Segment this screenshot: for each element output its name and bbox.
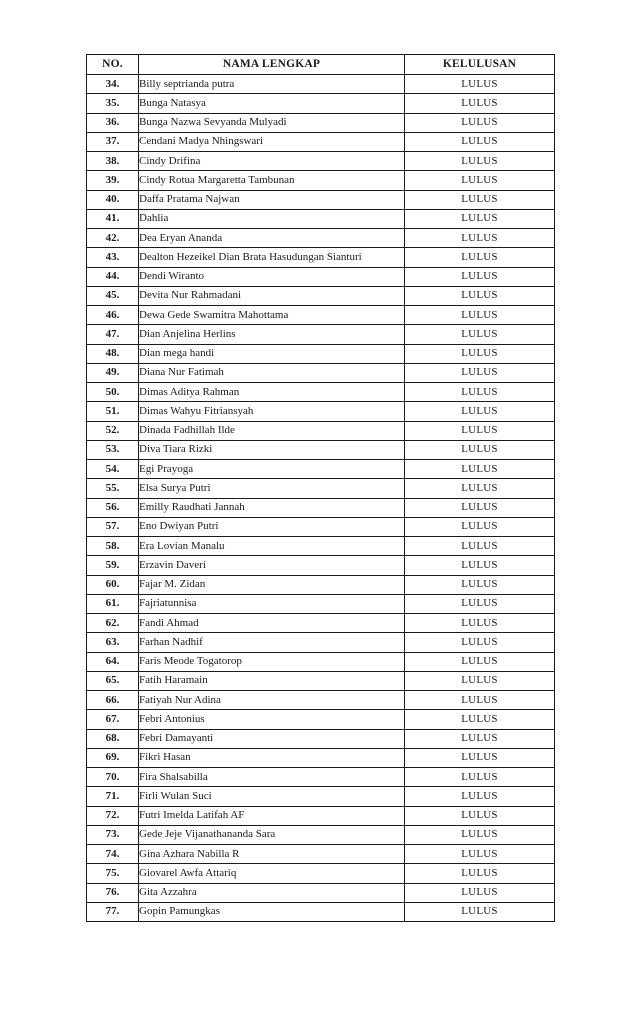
cell-status: LULUS — [405, 132, 555, 151]
cell-status: LULUS — [405, 614, 555, 633]
table-row — [87, 594, 555, 613]
cell-name: Firli Wulan Suci — [139, 787, 405, 806]
cell-no: 61. — [87, 594, 139, 613]
table-row — [87, 575, 555, 594]
table-row — [87, 209, 555, 228]
cell-no: 39. — [87, 171, 139, 190]
cell-name: Fajar M. Zidan — [139, 575, 405, 594]
cell-name: Gopin Pamungkas — [139, 902, 405, 921]
table-row — [87, 883, 555, 902]
cell-no: 56. — [87, 498, 139, 517]
cell-status: LULUS — [405, 864, 555, 883]
cell-no: 73. — [87, 825, 139, 844]
cell-no: 53. — [87, 440, 139, 459]
table-row — [87, 729, 555, 748]
cell-name: Futri Imelda Latifah AF — [139, 806, 405, 825]
cell-status: LULUS — [405, 902, 555, 921]
cell-name: Devita Nur Rahmadani — [139, 286, 405, 305]
cell-status: LULUS — [405, 825, 555, 844]
table-body — [87, 75, 555, 922]
cell-status: LULUS — [405, 248, 555, 267]
graduation-results-table — [86, 54, 555, 922]
cell-name: Bunga Natasya — [139, 94, 405, 113]
table-row — [87, 363, 555, 382]
cell-status: LULUS — [405, 209, 555, 228]
table-row — [87, 460, 555, 479]
cell-name: Eno Dwiyan Putri — [139, 517, 405, 536]
table-row — [87, 75, 555, 94]
cell-status: LULUS — [405, 729, 555, 748]
cell-name: Dian mega handi — [139, 344, 405, 363]
cell-status: LULUS — [405, 633, 555, 652]
cell-status: LULUS — [405, 517, 555, 536]
table-row — [87, 286, 555, 305]
cell-status: LULUS — [405, 75, 555, 94]
cell-status: LULUS — [405, 787, 555, 806]
cell-name: Farhan Nadhif — [139, 633, 405, 652]
table-row — [87, 229, 555, 248]
cell-status: LULUS — [405, 556, 555, 575]
cell-name: Era Lovian Manalu — [139, 537, 405, 556]
cell-no: 67. — [87, 710, 139, 729]
table-row — [87, 306, 555, 325]
cell-name: Fajriatunnisa — [139, 594, 405, 613]
cell-name: Giovarel Awfa Attariq — [139, 864, 405, 883]
table-row — [87, 825, 555, 844]
cell-status: LULUS — [405, 94, 555, 113]
table-row — [87, 787, 555, 806]
cell-no: 36. — [87, 113, 139, 132]
cell-no: 57. — [87, 517, 139, 536]
cell-name: Dimas Aditya Rahman — [139, 383, 405, 402]
cell-no: 60. — [87, 575, 139, 594]
cell-no: 54. — [87, 460, 139, 479]
cell-name: Dewa Gede Swamitra Mahottama — [139, 306, 405, 325]
table-row — [87, 691, 555, 710]
table-row — [87, 152, 555, 171]
cell-no: 77. — [87, 902, 139, 921]
cell-status: LULUS — [405, 306, 555, 325]
cell-no: 59. — [87, 556, 139, 575]
cell-name: Bunga Nazwa Sevyanda Mulyadi — [139, 113, 405, 132]
cell-no: 49. — [87, 363, 139, 382]
cell-name: Dealton Hezeikel Dian Brata Hasudungan Sianturi — [139, 248, 405, 267]
table-row — [87, 902, 555, 921]
table-row — [87, 710, 555, 729]
cell-no: 51. — [87, 402, 139, 421]
cell-status: LULUS — [405, 152, 555, 171]
cell-no: 48. — [87, 344, 139, 363]
cell-no: 38. — [87, 152, 139, 171]
cell-no: 70. — [87, 768, 139, 787]
table-row — [87, 652, 555, 671]
cell-name: Dendi Wiranto — [139, 267, 405, 286]
cell-name: Diana Nur Fatimah — [139, 363, 405, 382]
cell-name: Faris Meode Togatorop — [139, 652, 405, 671]
table-row — [87, 248, 555, 267]
cell-name: Diva Tiara Rizki — [139, 440, 405, 459]
cell-no: 69. — [87, 748, 139, 767]
cell-status: LULUS — [405, 748, 555, 767]
table-row — [87, 864, 555, 883]
cell-status: LULUS — [405, 498, 555, 517]
cell-status: LULUS — [405, 286, 555, 305]
col-header-kelulusan: KELULUSAN — [405, 55, 555, 75]
table-row — [87, 517, 555, 536]
cell-status: LULUS — [405, 883, 555, 902]
cell-no: 62. — [87, 614, 139, 633]
cell-no: 50. — [87, 383, 139, 402]
cell-status: LULUS — [405, 229, 555, 248]
cell-status: LULUS — [405, 768, 555, 787]
cell-no: 64. — [87, 652, 139, 671]
table-row — [87, 113, 555, 132]
cell-status: LULUS — [405, 267, 555, 286]
cell-no: 65. — [87, 671, 139, 690]
cell-status: LULUS — [405, 806, 555, 825]
table-row — [87, 845, 555, 864]
table-row — [87, 171, 555, 190]
cell-name: Gede Jeje Vijanathananda Sara — [139, 825, 405, 844]
cell-status: LULUS — [405, 344, 555, 363]
cell-name: Erzavin Daveri — [139, 556, 405, 575]
cell-no: 45. — [87, 286, 139, 305]
cell-no: 66. — [87, 691, 139, 710]
cell-no: 55. — [87, 479, 139, 498]
table-row — [87, 768, 555, 787]
table-row — [87, 440, 555, 459]
cell-no: 47. — [87, 325, 139, 344]
cell-name: Fandi Ahmad — [139, 614, 405, 633]
cell-status: LULUS — [405, 691, 555, 710]
cell-name: Emilly Raudhati Jannah — [139, 498, 405, 517]
cell-status: LULUS — [405, 363, 555, 382]
table-row — [87, 479, 555, 498]
cell-status: LULUS — [405, 671, 555, 690]
cell-no: 72. — [87, 806, 139, 825]
cell-status: LULUS — [405, 325, 555, 344]
table-row — [87, 421, 555, 440]
cell-no: 52. — [87, 421, 139, 440]
col-header-no: NO. — [87, 55, 139, 75]
cell-status: LULUS — [405, 190, 555, 209]
cell-no: 42. — [87, 229, 139, 248]
cell-name: Cindy Drifina — [139, 152, 405, 171]
cell-status: LULUS — [405, 460, 555, 479]
table-row — [87, 498, 555, 517]
cell-status: LULUS — [405, 479, 555, 498]
cell-no: 37. — [87, 132, 139, 151]
cell-no: 71. — [87, 787, 139, 806]
cell-name: Dinada Fadhillah Ilde — [139, 421, 405, 440]
cell-name: Billy septrianda putra — [139, 75, 405, 94]
cell-name: Dian Anjelina Herlins — [139, 325, 405, 344]
cell-name: Egi Prayoga — [139, 460, 405, 479]
cell-status: LULUS — [405, 440, 555, 459]
cell-no: 35. — [87, 94, 139, 113]
cell-no: 40. — [87, 190, 139, 209]
cell-no: 34. — [87, 75, 139, 94]
table-header — [87, 55, 555, 75]
table-row — [87, 671, 555, 690]
cell-name: Daffa Pratama Najwan — [139, 190, 405, 209]
table-row — [87, 344, 555, 363]
cell-status: LULUS — [405, 421, 555, 440]
cell-name: Febri Antonius — [139, 710, 405, 729]
cell-no: 44. — [87, 267, 139, 286]
table-row — [87, 383, 555, 402]
cell-no: 63. — [87, 633, 139, 652]
table-row — [87, 633, 555, 652]
cell-no: 68. — [87, 729, 139, 748]
cell-name: Elsa Surya Putri — [139, 479, 405, 498]
cell-name: Gita Azzahra — [139, 883, 405, 902]
table-row — [87, 132, 555, 151]
cell-no: 58. — [87, 537, 139, 556]
table-row — [87, 325, 555, 344]
cell-no: 46. — [87, 306, 139, 325]
cell-name: Cindy Rotua Margaretta Tambunan — [139, 171, 405, 190]
table-row — [87, 806, 555, 825]
cell-status: LULUS — [405, 171, 555, 190]
cell-status: LULUS — [405, 113, 555, 132]
table-row — [87, 614, 555, 633]
cell-name: Gina Azhara Nabilla R — [139, 845, 405, 864]
cell-name: Fikri Hasan — [139, 748, 405, 767]
cell-status: LULUS — [405, 710, 555, 729]
cell-status: LULUS — [405, 652, 555, 671]
cell-no: 41. — [87, 209, 139, 228]
cell-name: Cendani Madya Nhingswari — [139, 132, 405, 151]
cell-status: LULUS — [405, 575, 555, 594]
table-row — [87, 190, 555, 209]
table-row — [87, 402, 555, 421]
cell-status: LULUS — [405, 383, 555, 402]
cell-name: Dimas Wahyu Fitriansyah — [139, 402, 405, 421]
cell-no: 74. — [87, 845, 139, 864]
cell-status: LULUS — [405, 594, 555, 613]
cell-status: LULUS — [405, 845, 555, 864]
table-row — [87, 537, 555, 556]
table-row — [87, 556, 555, 575]
table-row — [87, 94, 555, 113]
cell-no: 76. — [87, 883, 139, 902]
cell-status: LULUS — [405, 537, 555, 556]
cell-name: Dea Eryan Ananda — [139, 229, 405, 248]
cell-no: 75. — [87, 864, 139, 883]
cell-status: LULUS — [405, 402, 555, 421]
cell-name: Fatiyah Nur Adina — [139, 691, 405, 710]
cell-name: Febri Damayanti — [139, 729, 405, 748]
table-row — [87, 748, 555, 767]
col-header-nama-lengkap: NAMA LENGKAP — [139, 55, 405, 75]
header-row — [87, 55, 555, 75]
cell-name: Dahlia — [139, 209, 405, 228]
cell-name: Fira Shalsabilla — [139, 768, 405, 787]
table-row — [87, 267, 555, 286]
cell-no: 43. — [87, 248, 139, 267]
cell-name: Fatih Haramain — [139, 671, 405, 690]
